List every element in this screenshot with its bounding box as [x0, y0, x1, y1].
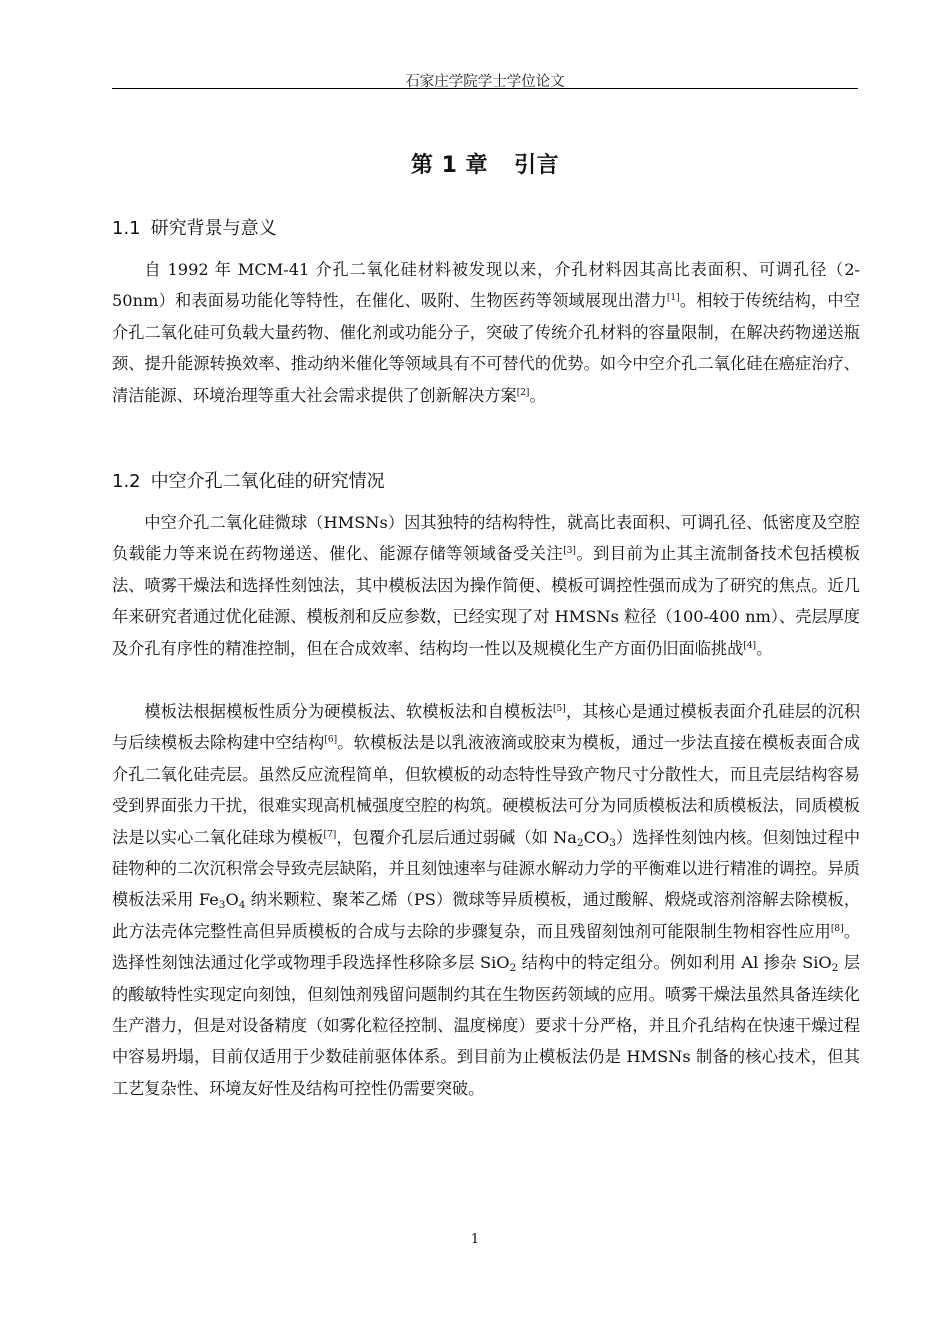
- citation-ref: [2]: [516, 387, 530, 398]
- text-run: CO: [583, 827, 610, 847]
- text-run: 。: [529, 385, 546, 405]
- text-run: 层的酸敏特性实现定向刻蚀，但刻蚀剂残留问题制约其在生物医药领域的应用。喷雾干燥法虽然具备连续化生产潜力，但是对设备精度（如雾化粒径控制、温度梯度）要求十分严格，并且介孔结构在快速干燥过程中容易坍塌，目前仅适用于少数硅前驱体体系。到目前为止模板法仍是 HMSNs 制备的核心技术，但其工艺复杂性、环境友好性及结构可控性仍需要突破。: [112, 953, 860, 1098]
- section-title: 研究背景与意义: [150, 218, 277, 239]
- text-run: 。相较于传统结构，中空介孔二氧化硅可负载大量药物、催化剂或功能分子，突破了传统介孔材料的容量限制，在解决药物递送瓶颈、提升能源转换效率、推动纳米催化等领域具有不可替代的优势。如今中空介孔二氧化硅在癌症治疗、清洁能源、环境治理等重大社会需求提供了创新解决方案: [112, 291, 861, 405]
- subscript: 2: [509, 962, 517, 975]
- subscript: 3: [609, 836, 616, 849]
- citation-ref: [8]: [830, 923, 844, 934]
- text-run: ，其核心是通过模板表面介孔硅层的沉积与后续模板去除构建中空结构: [112, 702, 861, 753]
- section-number: 1.1: [112, 218, 141, 239]
- text-run: 。到目前为止其主流制备技术包括模板法、喷雾干燥法和选择性刻蚀法，其中模板法因为操作简便、模板可调控性强而成为了研究的焦点。近几年来研究者通过优化硅源、模板剂和反应参数，已经实现了对 HMSNs 粒径（100-400 nm）、壳层厚度及介孔有序性的精准控制，但在合成效率、结构均一性以及规模化生产方面仍旧面临挑战: [112, 544, 861, 658]
- text-run: ）选择性刻蚀内核。但刻蚀过程中硅物种的二次沉积常会导致壳层缺陷，并且刻蚀速率与硅源水解动力学的平衡难以进行精准的调控。异质模板法采用 Fe: [112, 827, 861, 910]
- citation-ref: [1]: [666, 293, 680, 304]
- citation-ref: [5]: [553, 704, 566, 714]
- chapter-number: 第 1 章: [410, 153, 489, 178]
- citation-ref: [3]: [563, 546, 576, 557]
- text-run: 中空介孔二氧化硅微球（HMSNs）因其独特的结构特性，就高比表面积、可调孔径、低密度及空腔负载能力等来说在药物递送、催化、能源存储等领域备受关注: [112, 513, 860, 564]
- section-number: 1.2: [112, 471, 141, 492]
- section-heading-1-2: [112, 467, 858, 493]
- text-run: 自 1992 年 MCM-41 介孔二氧化硅材料被发现以来，介孔材料因其高比表面积、可调孔径（2-50nm）和表面易功能化等特性，在催化、吸附、生物医药等领域展现出潜力: [112, 260, 860, 311]
- citation-ref: [6]: [324, 735, 338, 746]
- paragraph-background: [112, 254, 860, 411]
- page-header: 石家庄学院学士学位论文: [405, 74, 565, 90]
- text-run: 纳米颗粒、聚苯乙烯（PS）微球等异质模板，通过酸解、煅烧或溶剂溶解去除模板，此方法壳体完整性高但异质模板的合成与去除的步骤复杂，而且残留刻蚀剂可能限制生物相容性应用: [112, 890, 861, 941]
- subscript: 2: [831, 962, 839, 975]
- chapter-title: [112, 148, 858, 179]
- chapter-name: 引言: [514, 153, 560, 178]
- text-run: ，包覆介孔层后通过弱碱（如 Na: [336, 827, 577, 847]
- subscript: 3: [218, 899, 226, 912]
- header-rule: [112, 88, 858, 89]
- section-title: 中空介孔二氧化硅的研究情况: [150, 471, 385, 492]
- text-run: 。: [756, 638, 773, 658]
- page-number: 1: [470, 1232, 480, 1247]
- subscript: 4: [238, 899, 246, 912]
- section-heading-1-1: [112, 214, 858, 240]
- text-run: 模板法根据模板性质分为硬模板法、软模板法和自模板法: [144, 702, 554, 721]
- paragraph-research-status: [112, 507, 860, 664]
- text-run: O: [225, 890, 239, 910]
- citation-ref: [7]: [323, 829, 337, 840]
- text-run: 。软模板法是以乳液液滴或胶束为模板，通过一步法直接在模板表面合成介孔二氧化硅壳层。虽然反应流程简单，但软模板的动态特性导致产物尺寸分散性大，而且壳层结构容易受到界面张力干扰，很难实现高机械强度空腔的构筑。硬模板法可分为同质模板法和质模板法，同质模板法是以实心二氧化硅球为模板: [112, 733, 860, 847]
- text-run: 结构中的特定组分。例如利用 Al 掺杂 SiO: [516, 953, 832, 973]
- paragraph-template-method: [112, 696, 860, 1104]
- subscript: 2: [576, 836, 584, 849]
- citation-ref: [4]: [743, 640, 757, 651]
- text-run: 。选择性刻蚀法通过化学或物理手段选择性移除多层 SiO: [112, 921, 861, 973]
